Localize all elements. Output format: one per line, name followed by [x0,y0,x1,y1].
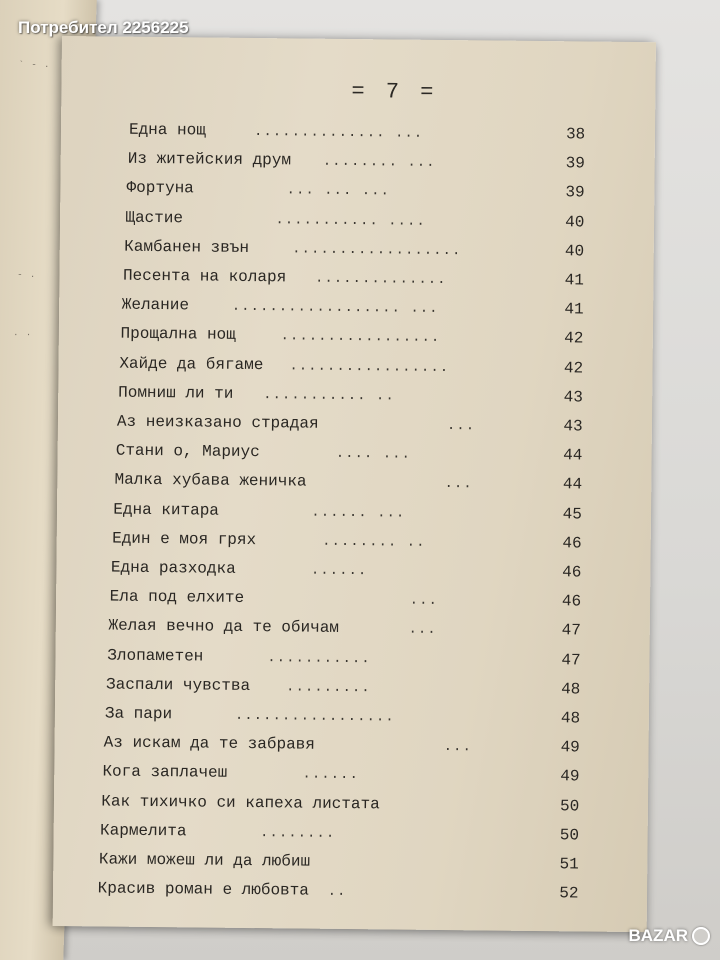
toc-entry-page: 49 [560,767,580,786]
toc-entry-title: Желание [121,295,190,315]
toc-entry-page: 44 [562,475,583,494]
toc-entry-leader: ........... [267,649,371,667]
toc-entry [125,208,628,237]
toc-entry-title: Щастие [125,208,184,227]
toc-entry-title: Една нощ [128,120,206,140]
toc-entry [113,500,625,529]
toc-entry-leader: ......... [286,679,371,697]
toc-entry-leader: ...... [310,562,368,580]
bazar-logo [629,926,711,946]
toc-entry-title: Из житейския друм [127,149,292,170]
toc-entry-leader: ...... ... [311,504,406,522]
toc-entry-title: За пари [104,704,173,724]
toc-entry-leader: ........ .. [322,533,426,551]
toc-entry [107,646,623,675]
toc-entry-page: 38 [565,125,586,144]
toc-entry-title: Камбанен звън [124,237,250,257]
toc-entry-page: 40 [564,242,585,261]
faint-marks: ` - . [18,60,51,70]
toc-entry-title: Кажи можеш ли да любиш [98,850,311,871]
toc-entry [98,880,622,909]
toc-entry-page: 41 [564,271,585,290]
toc-entry-page: 44 [563,446,583,465]
toc-entry [101,792,622,821]
logo-text: BAZAR [628,926,688,945]
toc-entry-page: 39 [565,183,585,202]
toc-entry-title: Един е моя грях [112,529,257,549]
toc-entry-title: Аз неизказано страдая [116,412,319,433]
toc-entry [104,734,623,763]
user-watermark: Потребител 2256225 [18,18,189,37]
toc-entry-title: Стани о, Мариус [115,441,260,462]
toc-entry [102,763,622,792]
toc-entry [117,413,626,442]
faint-marks: - . [16,270,37,280]
toc-entry-leader: ... ... ... [286,182,391,200]
toc-entry-title: Аз искам да те забравя [103,733,316,754]
toc-entry [116,442,626,471]
toc-entry-leader: .... ... [335,446,412,463]
toc-entry [128,150,629,179]
toc-entry-title: Песента на коларя [122,266,287,287]
toc-entry-title: Кармелита [99,821,187,841]
toc-entry-leader: ... [408,622,437,639]
toc-entry-title: Малка хубава женичка [114,470,307,491]
toc-entry-leader: ... [443,739,472,756]
toc-entry-title: Кога заплачеш [102,762,228,783]
toc-entry [129,121,629,150]
toc-entry-page: 43 [563,417,583,436]
toc-entry-title: Заспали чувства [106,675,251,695]
toc-entry-page: 43 [563,388,583,407]
toc-entry [110,588,625,617]
toc-entry-leader: .............. ... [253,124,424,142]
logo-icon [692,927,710,945]
toc-entry-title: Помниш ли ти [118,383,234,403]
toc-entry-leader: ........... .. [263,386,395,405]
toc-entry-leader: ... [409,592,438,610]
toc-entry-page: 50 [560,796,580,816]
toc-entry-title: Фортуна [126,179,194,198]
toc-entry [124,237,628,266]
toc-entry-leader: ................. [289,357,450,376]
toc-entry [120,325,627,354]
toc-entry-page: 48 [560,709,581,728]
toc-entry-leader: .................. ... [231,298,439,318]
toc-entry-title: Една разходка [110,558,236,578]
toc-entry [119,354,626,383]
toc-entry-title: Хайде да бягаме [119,354,264,374]
toc-entry-page: 41 [564,300,584,319]
toc-entry [114,471,625,500]
toc-entry-page: 48 [561,680,581,699]
toc-entry [118,383,626,412]
toc-entry-title: Желая вечно да те обичам [108,616,340,638]
toc-entry [108,617,624,646]
toc-entry-title: Как тихичко си капеха листата [101,792,380,813]
faint-marks: · · [12,330,33,340]
toc-entry-page: 40 [565,212,585,232]
toc-entry [100,821,622,850]
toc-entry-leader: .................. [292,241,462,259]
toc-entry-page: 42 [564,329,584,348]
toc-entry-page: 39 [565,154,586,173]
toc-entry-title: Красив роман е любовта [97,879,309,900]
toc-entry [106,675,623,704]
toc-entry-leader: ... [446,418,476,435]
toc-entry-leader: ........ [259,824,336,842]
toc-entry [111,559,625,588]
toc-entry-title: Злопаметен [107,646,204,666]
toc-entry-leader: ...... [302,766,359,784]
toc-entry-title: Една китара [113,500,220,520]
toc-entry-page: 47 [561,621,581,640]
page-number: = 7 = [351,79,438,105]
toc-entry-page: 45 [562,504,582,524]
toc-entry-page: 51 [559,855,579,874]
toc-entry-leader: ... [444,476,473,493]
toc-entry-page: 49 [560,738,580,757]
toc-entry-page: 47 [561,650,581,670]
toc-entry-leader: ................. [234,707,395,726]
toc-entry [105,704,623,733]
toc-entry [126,179,628,208]
toc-entry [123,267,628,296]
toc-entry [122,296,628,325]
toc-entry-page: 46 [562,563,582,582]
toc-entry-title: Прощална нощ [120,325,236,345]
toc-entry-page: 46 [562,534,582,553]
toc-entry-leader: .............. [314,270,447,289]
toc-entry-page: 46 [561,592,582,611]
toc-entry-page: 42 [563,358,584,378]
toc-entry-page: 50 [559,826,580,845]
toc-entry-leader: ........... .... [275,211,426,230]
table-of-contents [53,36,656,932]
toc-entry-page: 52 [559,884,579,903]
toc-entry-leader: ................. [280,328,441,347]
toc-entry [99,850,622,879]
toc-entry [112,529,625,558]
toc-entry-leader: ........ ... [322,153,436,172]
toc-entry-title: Ела под елхите [109,587,245,608]
toc-entry-leader: .. [327,884,347,901]
book-page [53,36,656,932]
